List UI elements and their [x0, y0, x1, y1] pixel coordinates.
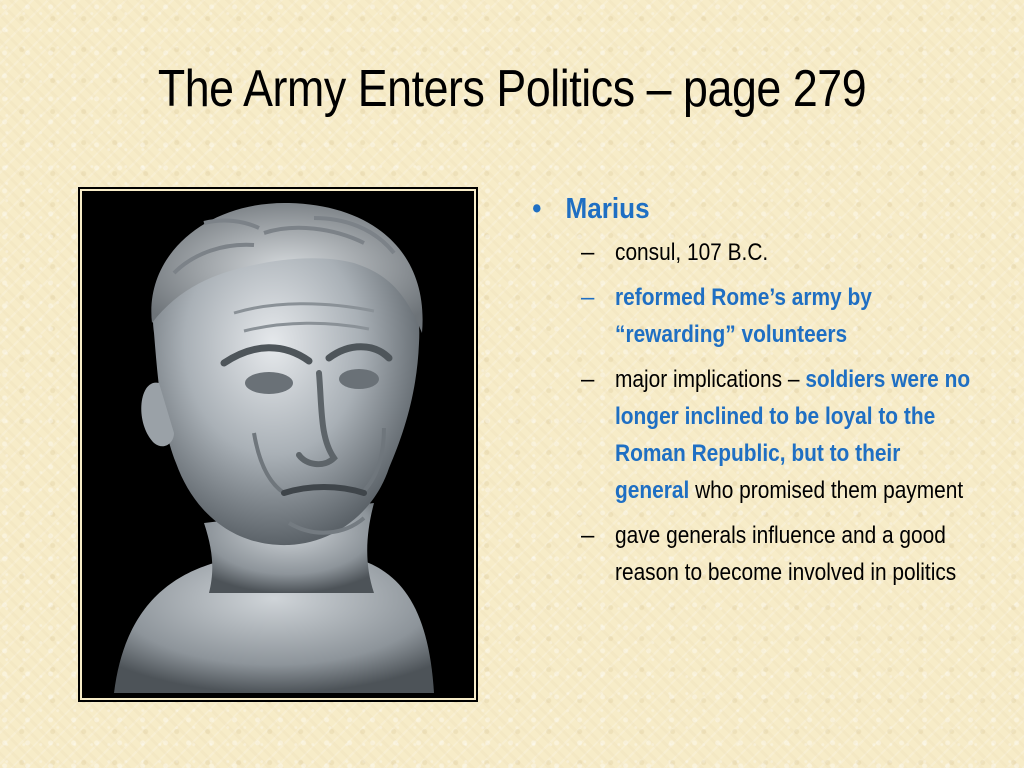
- sub-bullet-item: [525, 279, 995, 353]
- sub-bullet-item: [525, 517, 995, 591]
- sub-bullet-item: [525, 361, 995, 509]
- sub-bullet-marker: –: [581, 522, 595, 549]
- emphasis-text: soldiers were no longer inclined to be loyal to the Roman Republic, but to their general: [615, 366, 971, 504]
- plain-text: who promised them payment: [689, 477, 964, 504]
- slide-title: The Army Enters Politics – page 279: [157, 60, 867, 118]
- bust-illustration: [84, 193, 472, 696]
- plain-text: gave generals influence and a good reason to become involved in politics: [615, 522, 957, 586]
- bullet-marius: [525, 190, 948, 228]
- sub-bullet-marker: –: [581, 284, 595, 311]
- sub-bullet-text: [615, 279, 980, 353]
- sub-bullet-item: [525, 234, 995, 271]
- sub-bullet-text: [615, 361, 980, 509]
- sub-bullet-list: [525, 234, 995, 591]
- plain-text: consul, 107 B.C.: [615, 239, 769, 266]
- emphasis-text: reformed Rome’s army by “rewarding” volunteers: [615, 284, 872, 348]
- sub-bullet-text: [615, 517, 980, 591]
- bullet-content: [525, 190, 995, 599]
- bullet-marker: •: [532, 193, 542, 225]
- bullet-heading: Marius: [565, 193, 650, 225]
- sub-bullet-marker: –: [581, 366, 595, 393]
- plain-text: major implications –: [615, 366, 806, 393]
- marius-bust-image: [78, 187, 478, 702]
- sub-bullet-marker: –: [581, 239, 595, 266]
- sub-bullet-text: [615, 234, 980, 271]
